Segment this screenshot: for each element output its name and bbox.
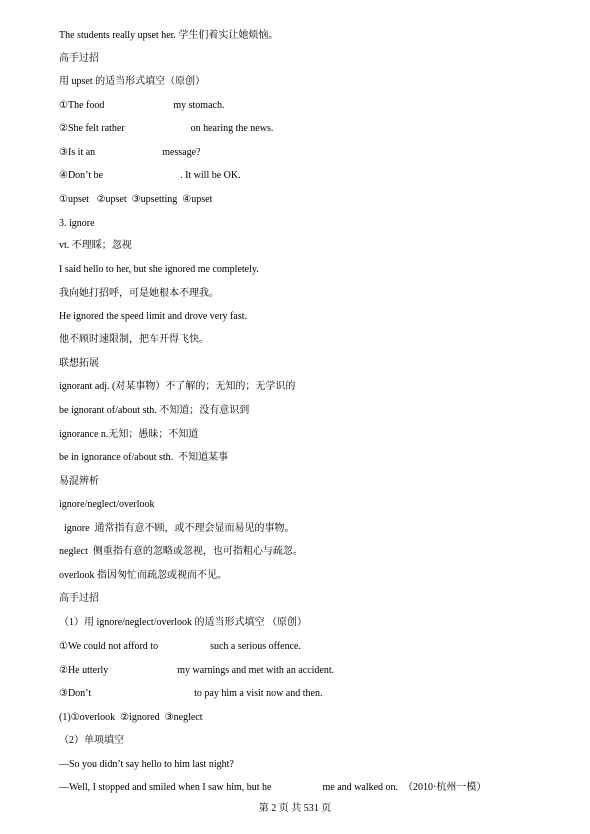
definition-line: ignore 通常指有意不顾，或不理会显而易见的事物。 xyxy=(59,523,295,534)
section-heading: 高手过招 xyxy=(59,53,99,64)
example-line: He ignored the speed limit and drove very fast. xyxy=(59,311,247,322)
exercise-item: ②She felt rather on hearing the news. xyxy=(59,123,274,134)
definition-line: ignorant adj. (对某事物）不了解的；无知的；无学识的 xyxy=(59,381,296,392)
section-heading: 3. ignore xyxy=(59,218,95,229)
section-heading: 易混辨析 xyxy=(59,476,99,487)
exercise-item: —So you didn’t say hello to him last night? xyxy=(59,759,234,770)
answer-key: ①upset ②upset ③upsetting ④upset xyxy=(59,194,213,205)
answer-key: (1)①overlook ②ignored ③neglect xyxy=(59,712,203,723)
definition-line: ignore/neglect/overlook xyxy=(59,499,155,510)
section-heading: 高手过招 xyxy=(59,593,99,604)
exercise-instruction: （1）用 ignore/neglect/overlook 的适当形式填空 （原创） xyxy=(59,617,308,628)
exercise-item: ①The food my stomach. xyxy=(59,100,225,111)
definition-line: ignorance n.无知；愚昧；不知道 xyxy=(59,429,199,440)
definition-line: overlook 指因匆忙而疏忽或视而不见。 xyxy=(59,570,228,581)
page-number-footer: 第 2 页 共 531 页 xyxy=(258,803,332,814)
definition-line: vt. 不理睬；忽视 xyxy=(59,240,132,251)
text-line: The students really upset her. 学生们着实让她烦恼。 xyxy=(59,30,279,41)
definition-line: neglect 侧重指有意的忽略或忽视，也可指粗心与疏忽。 xyxy=(59,546,303,557)
definition-line: be in ignorance of/about sth. 不知道某事 xyxy=(59,452,229,463)
exercise-item: ②He utterly my warnings and met with an accident. xyxy=(59,665,335,676)
translation-line: 我向她打招呼，可是她根本不理我。 xyxy=(59,288,219,299)
section-heading: 联想拓展 xyxy=(59,358,99,369)
definition-line: be ignorant of/about sth. 不知道；没有意识到 xyxy=(59,405,250,416)
translation-line: 他不顾时速限制，把车开得飞快。 xyxy=(59,334,209,345)
exercise-instruction: 用 upset 的适当形式填空（原创） xyxy=(59,76,206,87)
exercise-instruction: （2）单项填空 xyxy=(59,735,124,746)
exercise-item: ①We could not afford to such a serious offence. xyxy=(59,641,301,652)
exercise-item: ③Is it an message? xyxy=(59,147,201,158)
example-line: I said hello to her, but she ignored me completely. xyxy=(59,264,259,275)
exercise-item: —Well, I stopped and smiled when I saw him, but he me and walked on. （2010·杭州一模） xyxy=(59,782,487,793)
exercise-item: ④Don’t be . It will be OK. xyxy=(59,170,241,181)
exercise-item: ③Don’t to pay him a visit now and then. xyxy=(59,688,323,699)
